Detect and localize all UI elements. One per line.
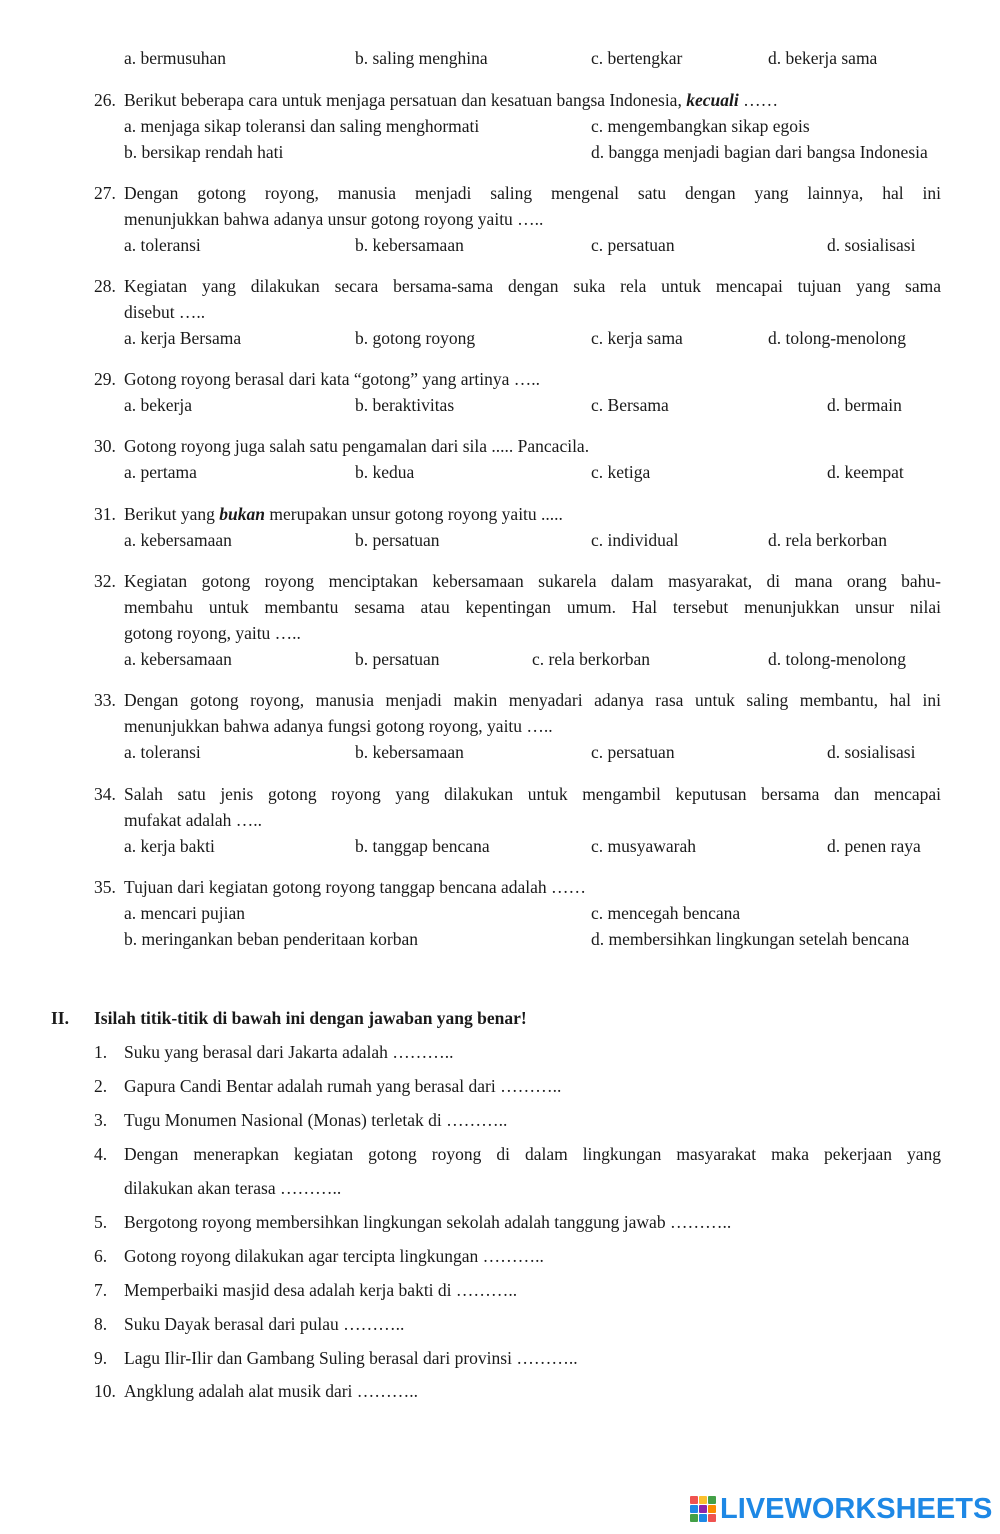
q35-option-d: d. membersihkan lingkungan setelah bencana	[591, 929, 910, 949]
q33-option-c: c. persatuan	[591, 742, 675, 762]
q30-option-b: b. kedua	[355, 462, 415, 482]
q33-option-a: a. toleransi	[124, 742, 201, 762]
fill-item-9-number: 9.	[94, 1348, 108, 1368]
fill-item-5-text: Bergotong royong membersihkan lingkungan sekolah adalah tanggung jawab ………..	[124, 1212, 732, 1232]
q26-option-a: a. menjaga sikap toleransi dan saling menghormati	[124, 116, 480, 136]
q27-question-line1: Dengan gotong royong, manusia menjadi saling mengenal satu dengan yang lainnya, hal ini	[124, 183, 941, 203]
fill-item-3-number: 3.	[94, 1110, 108, 1130]
q33-question-line2: menunjukkan bahwa adanya fungsi gotong royong, yaitu …..	[124, 716, 553, 736]
q33-number: 33.	[94, 690, 116, 710]
q26-option-d: d. bangga menjadi bagian dari bangsa Indonesia	[591, 142, 928, 162]
fill-item-6-text: Gotong royong dilakukan agar tercipta lingkungan ………..	[124, 1246, 544, 1266]
q31-option-c: c. individual	[591, 530, 679, 550]
fill-item-2-text: Gapura Candi Bentar adalah rumah yang berasal dari ………..	[124, 1076, 562, 1096]
q32-option-c: c. rela berkorban	[532, 649, 651, 669]
q30-option-c: c. ketiga	[591, 462, 651, 482]
q28-question-line2: disebut …..	[124, 302, 206, 322]
q35-option-c: c. mencegah bencana	[591, 903, 741, 923]
q32-question-line1: Kegiatan gotong royong menciptakan kebersamaan sukarela dalam masyarakat, di mana orang bahu-	[124, 571, 941, 591]
q34-option-d: d. penen raya	[827, 836, 921, 856]
q28-option-c: c. kerja sama	[591, 328, 683, 348]
q34-option-c: c. musyawarah	[591, 836, 696, 856]
q34-number: 34.	[94, 784, 116, 804]
q31-number: 31.	[94, 504, 116, 524]
fill-item-10-text: Angklung adalah alat musik dari ………..	[124, 1381, 419, 1401]
fill-item-4-text-line2: dilakukan akan terasa ………..	[124, 1178, 342, 1198]
fill-item-10-number: 10.	[94, 1381, 116, 1401]
fill-item-4-number: 4.	[94, 1144, 108, 1164]
q33-option-d: d. sosialisasi	[827, 742, 916, 762]
q32-option-a: a. kebersamaan	[124, 649, 232, 669]
liveworksheets-logo[interactable]	[690, 1494, 992, 1524]
q31-emphasis: bukan	[219, 504, 265, 524]
q27-option-c: c. persatuan	[591, 235, 675, 255]
fill-item-2-number: 2.	[94, 1076, 108, 1096]
q29-question: Gotong royong berasal dari kata “gotong” yang artinya …..	[124, 369, 540, 389]
q28-question-line1: Kegiatan yang dilakukan secara bersama-sama dengan suka rela untuk mencapai tujuan yang sama	[124, 276, 941, 296]
q30-option-a: a. pertama	[124, 462, 197, 482]
q26-option-b: b. bersikap rendah hati	[124, 142, 284, 162]
q27-number: 27.	[94, 183, 116, 203]
q26-number: 26.	[94, 90, 116, 110]
q25-option-c: c. bertengkar	[591, 48, 683, 68]
q35-question: Tujuan dari kegiatan gotong royong tanggap bencana adalah ……	[124, 877, 587, 897]
q29-option-c: c. Bersama	[591, 395, 669, 415]
q31-option-a: a. kebersamaan	[124, 530, 232, 550]
q31-question: Berikut yang bukan merupakan unsur gotong royong yaitu .....	[124, 504, 563, 524]
q35-number: 35.	[94, 877, 116, 897]
q35-option-b: b. meringankan beban penderitaan korban	[124, 929, 418, 949]
q28-number: 28.	[94, 276, 116, 296]
q28-option-d: d. tolong-menolong	[768, 328, 907, 348]
q29-option-a: a. bekerja	[124, 395, 193, 415]
fill-item-5-number: 5.	[94, 1212, 108, 1232]
q29-number: 29.	[94, 369, 116, 389]
q26-question: Berikut beberapa cara untuk menjaga persatuan dan kesatuan bangsa Indonesia, kecuali ……	[124, 90, 779, 110]
q28-option-a: a. kerja Bersama	[124, 328, 242, 348]
q26-option-c: c. mengembangkan sikap egois	[591, 116, 810, 136]
q34-question-line2: mufakat adalah …..	[124, 810, 263, 830]
q30-option-d: d. keempat	[827, 462, 904, 482]
q32-option-b: b. persatuan	[355, 649, 440, 669]
q31-option-b: b. persatuan	[355, 530, 440, 550]
fill-item-9-text: Lagu Ilir-Ilir dan Gambang Suling berasal dari provinsi ………..	[124, 1348, 578, 1368]
fill-item-7-text: Memperbaiki masjid desa adalah kerja bakti di ………..	[124, 1280, 518, 1300]
q29-option-d: d. bermain	[827, 395, 902, 415]
q33-option-b: b. kebersamaan	[355, 742, 464, 762]
q26-emphasis: kecuali	[686, 90, 739, 110]
fill-item-1-number: 1.	[94, 1042, 108, 1062]
q27-question-line2: menunjukkan bahwa adanya unsur gotong royong yaitu …..	[124, 209, 544, 229]
fill-item-1-text: Suku yang berasal dari Jakarta adalah ………..	[124, 1042, 454, 1062]
q34-question-line1: Salah satu jenis gotong royong yang dilakukan untuk mengambil keputusan bersama dan mencapai	[124, 784, 941, 804]
fill-item-4-text-line1: Dengan menerapkan kegiatan gotong royong di dalam lingkungan masyarakat maka pekerjaan yang	[124, 1144, 941, 1164]
q30-question: Gotong royong juga salah satu pengamalan dari sila ..... Pancacila.	[124, 436, 590, 456]
fill-item-8-number: 8.	[94, 1314, 108, 1334]
q32-question-line2: membahu untuk membantu sesama atau kepentingan umum. Hal tersebut menunjukkan unsur nilai	[124, 597, 941, 617]
fill-item-8-text: Suku Dayak berasal dari pulau ………..	[124, 1314, 405, 1334]
section-2-instruction: Isilah titik-titik di bawah ini dengan jawaban yang benar!	[94, 1008, 527, 1028]
liveworksheets-grid-icon	[690, 1496, 716, 1522]
q30-number: 30.	[94, 436, 116, 456]
q29-option-b: b. beraktivitas	[355, 395, 455, 415]
fill-item-3-text: Tugu Monumen Nasional (Monas) terletak di ………..	[124, 1110, 508, 1130]
q25-option-a: a. bermusuhan	[124, 48, 227, 68]
logo-text: LIVEWORKSHEETS	[720, 1492, 993, 1525]
section-2-numeral: II.	[51, 1008, 69, 1028]
q34-option-b: b. tanggap bencana	[355, 836, 490, 856]
q31-option-d: d. rela berkorban	[768, 530, 888, 550]
q28-option-b: b. gotong royong	[355, 328, 476, 348]
fill-item-6-number: 6.	[94, 1246, 108, 1266]
q35-option-a: a. mencari pujian	[124, 903, 245, 923]
fill-item-7-number: 7.	[94, 1280, 108, 1300]
q32-question-line3: gotong royong, yaitu …..	[124, 623, 301, 643]
q27-option-b: b. kebersamaan	[355, 235, 464, 255]
q33-question-line1: Dengan gotong royong, manusia menjadi makin menyadari adanya rasa untuk saling membantu, hal ini	[124, 690, 941, 710]
q32-number: 32.	[94, 571, 116, 591]
q27-option-d: d. sosialisasi	[827, 235, 916, 255]
q34-option-a: a. kerja bakti	[124, 836, 215, 856]
q25-option-d: d. bekerja sama	[768, 48, 878, 68]
q27-option-a: a. toleransi	[124, 235, 201, 255]
q25-option-b: b. saling menghina	[355, 48, 488, 68]
q32-option-d: d. tolong-menolong	[768, 649, 907, 669]
